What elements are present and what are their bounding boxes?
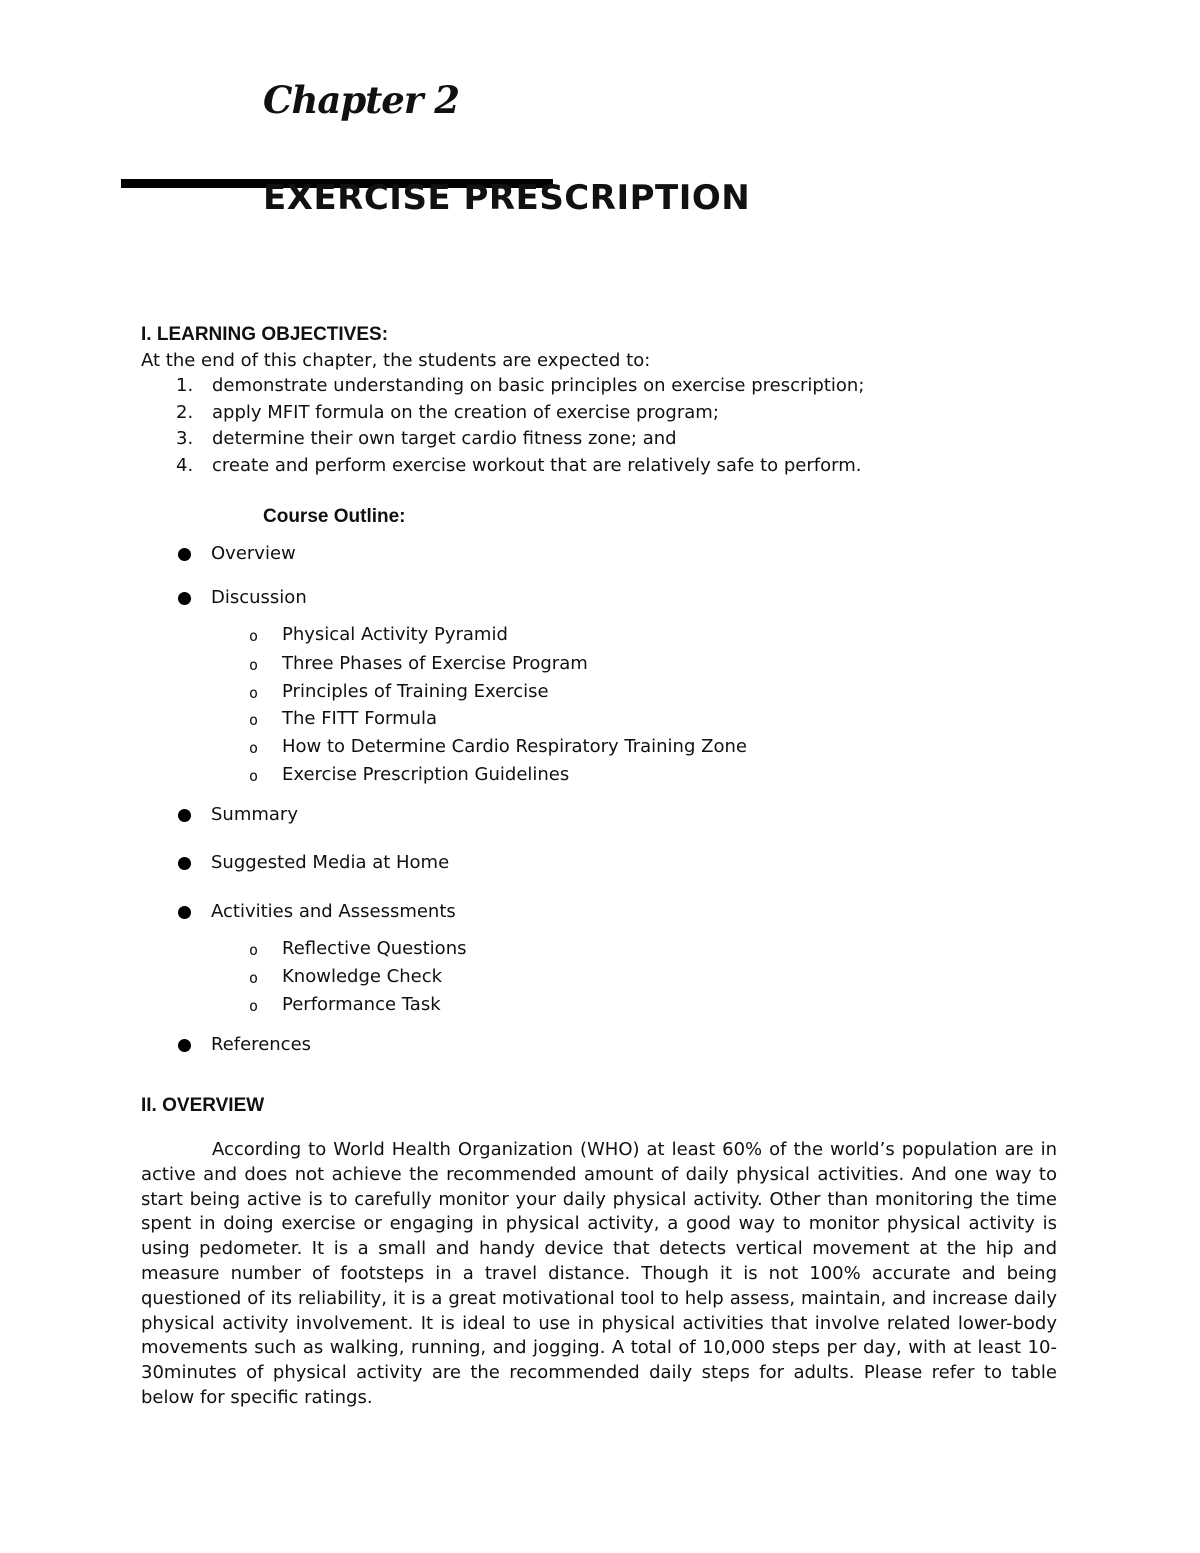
objective-number: 3. [176,428,194,449]
hollow-bullet-icon: o [249,997,259,1015]
outline-item-label: Discussion [211,587,307,608]
bullet-dot-icon [178,857,191,870]
outline-subitem-label: Performance Task [282,994,441,1015]
hollow-bullet-icon: o [249,656,259,674]
hollow-bullet-icon: o [249,941,259,959]
outline-subitem-label: Exercise Prescription Guidelines [282,764,570,785]
outline-subitem-label: Three Phases of Exercise Program [282,653,588,674]
hollow-bullet-icon: o [249,627,259,645]
objective-item [141,400,864,427]
hollow-bullet-icon: o [249,684,259,702]
outline-item-label: Summary [211,804,298,825]
bullet-dot-icon [178,809,191,822]
learning-objectives-heading: I. LEARNING OBJECTIVES: [141,324,389,345]
objective-number: 2. [176,401,194,423]
overview-heading: II. OVERVIEW [141,1095,265,1116]
bullet-dot-icon [178,906,191,919]
hollow-bullet-icon: o [249,767,259,785]
objectives-list [141,373,864,479]
hollow-bullet-icon: o [249,711,259,729]
bullet-dot-icon [178,592,191,605]
objective-number: 4. [176,454,194,476]
outline-subitem-label: Knowledge Check [282,966,443,987]
bullet-dot-icon [178,1039,191,1052]
outline-item-label: Overview [211,543,296,564]
outline-subitem-label: Reflective Questions [282,938,467,959]
course-outline-heading: Course Outline: [263,506,406,527]
objective-item [141,426,864,453]
outline-item-label: Activities and Assessments [211,901,456,922]
objective-text: apply MFIT formula on the creation of exercise program; [212,401,719,423]
learning-objectives-intro: At the end of this chapter, the students are expected to: [141,350,651,371]
outline-item-label: Suggested Media at Home [211,852,450,873]
hollow-bullet-icon: o [249,739,259,757]
overview-paragraph: According to World Health Organization (WHO) at least 60% of the world’s population are in active and does not achieve the recommended amount of daily physical activities. And one way to start being active is to carefully monitor your daily physical activity. Other than monitoring the time spent in doing exercise or engaging in physical activity, a good way to monitor physical activity is using pedometer. It is a small and handy device that detects vertical movement at the hip and measure number of footsteps in a travel distance. Though it is not 100% accurate and being questioned of its reliability, it is a great motivational tool to help assess, maintain, and increase daily physical activity involvement. It is ideal to use in physical activities that involve related lower-body movements such as walking, running, and jogging. A total of 10,000 steps per day, with at least 10-30minutes of physical activity are the recommended daily steps for adults. Please refer to table below for specific ratings. [141,1139,1057,1408]
outline-subitem-label: The FITT Formula [282,708,438,729]
outline-subitem-label: How to Determine Cardio Respiratory Training Zone [282,736,747,757]
objective-text: create and perform exercise workout that are relatively safe to perform. [212,454,862,476]
bullet-dot-icon [178,548,191,561]
objective-number: 1. [176,375,194,396]
outline-subitem-label: Physical Activity Pyramid [282,624,508,645]
hollow-bullet-icon: o [249,969,259,987]
objective-item [141,453,864,480]
outline-item-label: References [211,1034,312,1055]
objective-item [141,373,864,400]
chapter-title: EXERCISE PRESCRIPTION [263,178,751,218]
chapter-label: Chapter 2 [263,78,459,122]
objective-text: determine their own target cardio fitness zone; and [212,428,677,449]
objective-text: demonstrate understanding on basic principles on exercise prescription; [212,375,865,396]
outline-subitem-label: Principles of Training Exercise [282,681,549,702]
